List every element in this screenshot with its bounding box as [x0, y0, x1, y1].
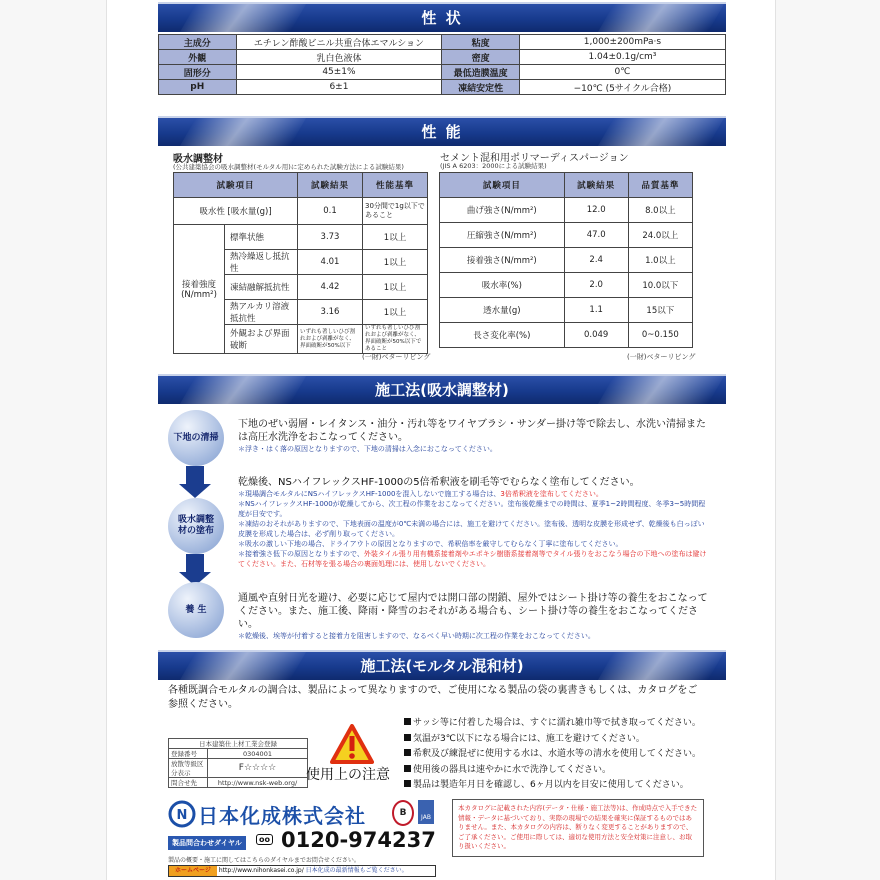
- step-cleaning-text: [238, 418, 708, 454]
- caution-item: [404, 732, 701, 748]
- property-label: 凍結安定性: [442, 80, 520, 95]
- test-standard: 10.0以下: [628, 273, 692, 298]
- table-row: [440, 323, 693, 348]
- mortar-instruction: 各種既調合モルタルの調合は、製品によって異なりますので、ご使用になる製品の袋の裏書きもしくは、カタログをご参照ください。: [168, 685, 698, 710]
- homepage-label: ホームページ: [169, 866, 217, 876]
- test-item: 長さ変化率(%): [440, 323, 565, 348]
- test-standard: 1.0以上: [628, 248, 692, 273]
- polymer-heading: セメント混和用ポリマーディスパージョン: [440, 153, 629, 164]
- registration-value: http://www.nsk-web.org/: [208, 778, 308, 788]
- test-result: 2.4: [564, 248, 628, 273]
- homepage-url[interactable]: http://www.nihonkasei.co.jp/: [218, 867, 304, 874]
- step-note: ＊凍結のおそれがありますので、下地表面の温度が0℃未満の場合には、施工を避けてください。塗布後、透明な皮膜を形成せず、乾燥後も白っぽい皮膜を形成した場合は、必ず削り取ってください。: [238, 520, 705, 538]
- registration-value: 0304001: [208, 749, 308, 759]
- property-label: 粘度: [442, 35, 520, 50]
- bullet-square-icon: [404, 749, 411, 756]
- test-item: 接着強さ(N/mm²): [440, 248, 565, 273]
- test-result: 3.16: [298, 300, 363, 325]
- homepage-note: 日本化成の最新情報もご覧ください。: [305, 867, 408, 874]
- step-warning: 外装タイル張り用有機系接着剤やエポキシ樹脂系接着剤等でタイル張りをおこなう場合の下地への塗布は避けてください。また、石材等を張る場合の裏面処理には、使用しないでください。: [238, 550, 707, 568]
- test-result: 12.0: [564, 198, 628, 223]
- step-coating-text: [238, 476, 708, 569]
- step-badge-cleaning: [168, 410, 224, 466]
- caution-text: 気温が3℃以下になる場合には、施工を避けてください。: [413, 733, 645, 744]
- company-logo-icon: [168, 800, 196, 828]
- test-result: 1.1: [564, 298, 628, 323]
- property-label: 密度: [442, 50, 520, 65]
- table-row: [440, 298, 693, 323]
- phone-number[interactable]: 0120-974237: [281, 828, 436, 852]
- property-value: 乳白色液体: [236, 50, 442, 65]
- test-result: 47.0: [564, 223, 628, 248]
- test-result: 0.1: [298, 198, 363, 225]
- property-value: 45±1%: [236, 65, 442, 80]
- source-note: (一財)ベターリビング: [362, 353, 431, 361]
- test-standard: 1以上: [363, 275, 428, 300]
- company-name: 日本化成株式会社: [198, 804, 366, 828]
- registration-label: 放散等級区分表示: [169, 759, 208, 778]
- property-value: エチレン酢酸ビニル共重合体エマルション: [236, 35, 442, 50]
- svg-text:N: N: [176, 808, 188, 823]
- property-label: 主成分: [159, 35, 237, 50]
- property-value: 0℃: [519, 65, 725, 80]
- property-value: 6±1: [236, 80, 442, 95]
- column-header: 試験項目: [440, 173, 565, 198]
- step-label: 下地の清掃: [173, 432, 219, 443]
- test-standard: 0~0.150: [628, 323, 692, 348]
- registration-label: 登録番号: [169, 749, 208, 759]
- property-label: pH: [159, 80, 237, 95]
- caution-text: 希釈及び練混ぜに使用する水は、水道水等の清水を使用してください。: [413, 749, 702, 759]
- polymer-subheading: (JIS A 6203：2000による試験結果): [440, 162, 547, 170]
- registration-value: F☆☆☆☆: [208, 759, 308, 778]
- section-title: 性 能: [421, 123, 463, 141]
- source-note: (一財)ベターリビング: [627, 353, 696, 361]
- test-result: いずれも著しいひび割れおよび剥離がなく、界面破断が50%以下: [298, 325, 363, 354]
- column-header: 性能基準: [363, 173, 428, 198]
- step-curing-text: [238, 592, 708, 641]
- test-item: 標準状態: [225, 225, 298, 250]
- step-label: 養 生: [185, 604, 207, 615]
- bullet-square-icon: [404, 734, 411, 741]
- step-instruction: 通風や直射日光を避け、必要に応じて屋内では開口部の閉鎖、屋外ではシート掛け等の養生をおこなってください。また、施工後、降雨・降雪のおそれがある場合も、シート掛け等の養生をおこなってください。: [238, 593, 708, 630]
- test-result: 4.01: [298, 250, 363, 275]
- property-label: 最低造膜温度: [442, 65, 520, 80]
- freedial-icon: oo: [256, 834, 273, 845]
- test-standard: 30分間で1g以下であること: [363, 198, 428, 225]
- step-note: ＊乾燥後、埃等が付着すると接着力を阻害しますので、なるべく早い時期に次工程の作業をおこなってください。: [238, 632, 595, 640]
- column-header: 試験項目: [174, 173, 298, 198]
- table-row: [159, 65, 726, 80]
- table-row: [159, 35, 726, 50]
- section-title: 施工法(吸水調整材): [375, 381, 509, 399]
- bullet-square-icon: [404, 765, 411, 772]
- caution-title: 使用上の注意: [306, 767, 390, 783]
- property-label: 固形分: [159, 65, 237, 80]
- certification-badge-icon: B: [392, 800, 414, 826]
- step-note: ＊接着強さ低下の原因となりますので、: [238, 550, 364, 558]
- section-header-method-absorb: [158, 374, 726, 404]
- step-note: ＊浮き・はく落の原因となりますので、下地の清掃は入念におこなってください。: [238, 445, 497, 453]
- section-header-method-mortar: [158, 650, 726, 680]
- absorb-subheading: (公共建築協会の吸水調整材(モルタル用)に定められた試験方法による試験結果): [173, 163, 404, 171]
- bullet-square-icon: [404, 780, 411, 787]
- test-result: 4.42: [298, 275, 363, 300]
- dial-label: 製品問合わせダイヤル: [168, 836, 246, 850]
- test-standard: 15以下: [628, 298, 692, 323]
- caution-text: サッシ等に付着した場合は、すぐに濡れ雑巾等で拭き取ってください。: [413, 718, 701, 728]
- warning-triangle-icon: [330, 724, 374, 764]
- section-title: 性 状: [421, 9, 463, 27]
- column-header: 試験結果: [298, 173, 363, 198]
- property-value: −10℃ (5サイクル合格): [519, 80, 725, 95]
- absorb-performance-table: [173, 172, 428, 354]
- test-item: 曲げ強さ(N/mm²): [440, 198, 565, 223]
- section-title: 施工法(モルタル混和材): [360, 657, 524, 675]
- test-standard: 24.0以上: [628, 223, 692, 248]
- step-warning: 3倍希釈液を塗布してください。: [500, 490, 603, 498]
- test-item: 外観および界面破断: [225, 325, 298, 354]
- jab-badge-icon: JAB: [418, 800, 434, 824]
- property-value: 1.04±0.1g/cm³: [519, 50, 725, 65]
- table-row: [440, 223, 693, 248]
- test-item: 熱冷繰返し抵抗性: [225, 250, 298, 275]
- caution-item: [404, 716, 701, 732]
- caution-item: [404, 778, 701, 794]
- table-row: [174, 225, 428, 250]
- bullet-square-icon: [404, 718, 411, 725]
- dial-note: 製品の概要・施工に関してはこちらのダイヤルまでお問合せください。: [168, 857, 360, 864]
- property-value: 1,000±200mPa·s: [519, 35, 725, 50]
- section-header-performance: [158, 116, 726, 146]
- step-instruction: 乾燥後、NSハイフレックスHF-1000の5倍希釈液を刷毛等でむらなく塗布してください。: [238, 477, 640, 488]
- group-label: 接着強度(N/mm²): [174, 225, 225, 354]
- step-label: 吸水調整材の塗布: [177, 515, 214, 536]
- table-row: [174, 198, 428, 225]
- test-item: 吸水率(%): [440, 273, 565, 298]
- test-result: 3.73: [298, 225, 363, 250]
- caution-text: 使用後の器具は速やかに水で洗浄してください。: [413, 764, 612, 775]
- step-note: ＊吸水の激しい下地の場合、ドライアウトの原因となりますので、希釈倍率を厳守してむらなく丁寧に塗布してください。: [238, 540, 623, 548]
- property-label: 外観: [159, 50, 237, 65]
- caution-item: [404, 763, 701, 779]
- test-item: 吸水性 [吸水量(g)]: [174, 198, 298, 225]
- column-header: 品質基準: [628, 173, 692, 198]
- registration-table: [168, 738, 308, 788]
- caution-list: [404, 716, 701, 794]
- test-item: 圧縮強さ(N/mm²): [440, 223, 565, 248]
- test-standard: 1以上: [363, 225, 428, 250]
- disclaimer-box: 本カタログに記載された内容(データ・仕様・施工法等)は、作成時点で入手できた情報・データに基づいており、実際の現場での結果を確実に保証するものではありません。また、本カタログの内容は、断りなく変更することがありますので、ご了承ください。ご使用に際しては、適切な使用方法と安全対策に注意し、お取り扱いください。: [452, 799, 704, 857]
- test-standard: 1以上: [363, 250, 428, 275]
- test-item: 透水量(g): [440, 298, 565, 323]
- polymer-performance-table: [439, 172, 693, 348]
- test-standard: 8.0以上: [628, 198, 692, 223]
- table-row: [440, 198, 693, 223]
- test-standard: いずれも著しいひび割れおよび剥離がなく、界面破断が50%以下であること: [363, 325, 428, 354]
- step-note: ＊NSハイフレックスHF-1000が乾燥してから、次工程の作業をおこなってください。塗布後乾燥までの時間は、夏季1~2時間程度、冬季3~5時間程度が目安です。: [238, 500, 706, 518]
- registration-header: 日本建築仕上材工業会登録: [169, 739, 308, 749]
- step-badge-coating: [168, 498, 224, 554]
- caution-text: 製品は製造年月日を確認し、6ヶ月以内を目安に使用してください。: [413, 780, 689, 790]
- test-item: 凍結融解抵抗性: [225, 275, 298, 300]
- homepage-bar: [168, 865, 436, 877]
- absorb-heading: 吸水調整材: [173, 154, 223, 165]
- column-header: 試験結果: [564, 173, 628, 198]
- step-instruction: 下地のぜい弱層・レイタンス・油分・汚れ等をワイヤブラシ・サンダー掛け等で除去し、水洗い清掃または高圧水洗浄をおこなってください。: [238, 419, 706, 443]
- test-item: 熱アルカリ溶液抵抗性: [225, 300, 298, 325]
- test-standard: 1以上: [363, 300, 428, 325]
- registration-label: 問合せ先: [169, 778, 208, 788]
- caution-item: [404, 747, 701, 763]
- test-result: 2.0: [564, 273, 628, 298]
- table-row: [159, 50, 726, 65]
- table-row: [440, 273, 693, 298]
- table-row: [440, 248, 693, 273]
- step-note: ＊現場調合モルタルにNSハイフレックスHF-1000を混入しないで施工する場合は、: [238, 490, 501, 498]
- section-header-properties: [158, 2, 726, 32]
- test-result: 0.049: [564, 323, 628, 348]
- properties-table: [158, 34, 726, 95]
- table-row: [159, 80, 726, 95]
- step-badge-curing: [168, 582, 224, 638]
